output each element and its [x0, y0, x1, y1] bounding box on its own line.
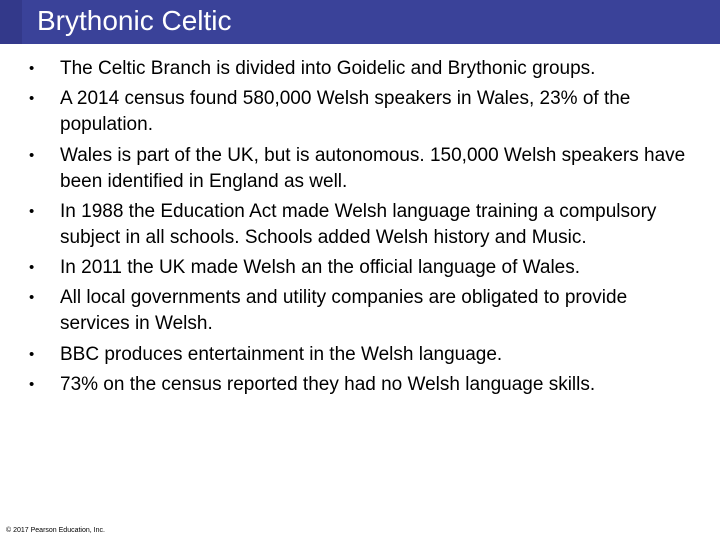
bullet-marker: •	[29, 60, 35, 77]
bullet-item-8	[0, 372, 720, 398]
bullet-item-6	[0, 285, 720, 337]
bullet-item-4	[0, 199, 720, 251]
bullet-marker: •	[29, 146, 35, 164]
bullet-list	[0, 56, 720, 402]
bullet-text: A 2014 census found 580,000 Welsh speakers in Wales, 23% of the population.	[60, 88, 631, 136]
bullet-marker: •	[29, 289, 35, 307]
bullet-item-3	[0, 143, 720, 195]
bullet-marker: •	[29, 376, 35, 394]
title-bar	[0, 0, 720, 44]
bullet-item-7	[0, 342, 720, 368]
bullet-marker: •	[29, 259, 35, 277]
bullet-text: In 1988 the Education Act made Welsh language training a compulsory subject in all schools. Schools added Welsh history and Music.	[60, 200, 657, 248]
bullet-text: 73% on the census reported they had no Welsh language skills.	[60, 374, 596, 396]
copyright-footer: © 2017 Pearson Education, Inc.	[6, 527, 105, 534]
bullet-text: All local governments and utility companies are obligated to provide services in Welsh.	[60, 287, 628, 335]
bullet-marker: •	[29, 345, 35, 363]
bullet-text: In 2011 the UK made Welsh an the official language of Wales.	[60, 257, 581, 279]
bullet-text: The Celtic Branch is divided into Goidelic and Brythonic groups.	[60, 58, 596, 79]
bullet-marker: •	[29, 90, 35, 108]
slide-title: Brythonic Celtic	[37, 5, 232, 36]
bullet-text: Wales is part of the UK, but is autonomous. 150,000 Welsh speakers have been identified in England as well.	[60, 144, 686, 192]
title-bar-accent	[0, 0, 22, 44]
bullet-item-2	[0, 86, 720, 138]
bullet-item-1	[0, 56, 720, 82]
bullet-item-5	[0, 255, 720, 281]
bullet-text: BBC produces entertainment in the Welsh language.	[60, 343, 503, 365]
bullet-marker: •	[29, 202, 35, 220]
